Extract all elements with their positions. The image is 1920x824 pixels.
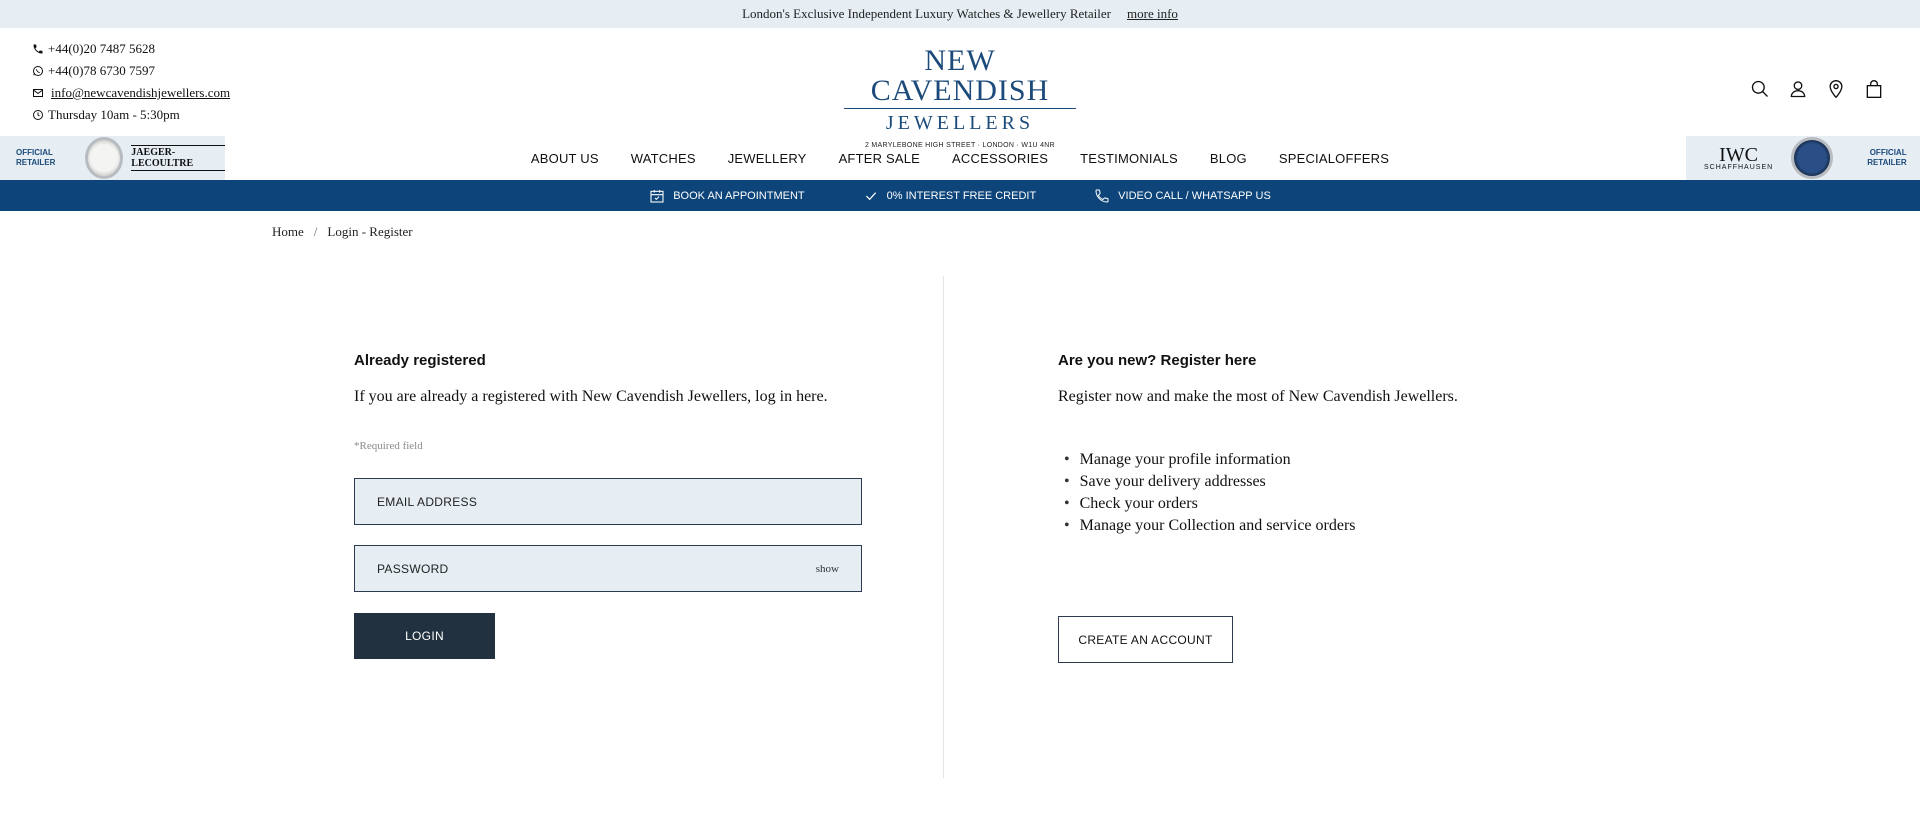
benefit-text: • Check your orders (1079, 495, 1198, 512)
list-item (1064, 493, 1356, 515)
site-logo[interactable] (840, 46, 1080, 149)
hours-row (32, 104, 230, 126)
book-appointment-label: BOOK AN APPOINTMENT (673, 189, 805, 202)
mail-icon (32, 87, 44, 99)
iwc-brand-sub: SCHAFFHAUSEN (1704, 163, 1774, 171)
register-title: Are you new? Register here (1058, 352, 1257, 369)
nav-jewellery[interactable]: JEWELLERY (727, 150, 807, 166)
register-benefits-list (1064, 449, 1356, 537)
video-call-label: VIDEO CALL / WHATSAPP US (1118, 189, 1271, 202)
interest-free-credit-link[interactable] (863, 188, 1037, 204)
phone-outline-icon (1094, 188, 1110, 204)
email-row (32, 82, 230, 104)
official-retailer-label-right (1867, 148, 1906, 168)
jlc-brand-logo: JAEGER-LECOULTRE (131, 145, 225, 171)
official-retailer-label (16, 148, 55, 168)
video-call-link[interactable] (1094, 188, 1271, 204)
service-bar (0, 180, 1920, 211)
whatsapp-number: +44(0)78 6730 7597 (48, 63, 155, 78)
benefit-text: • Save your delivery addresses (1079, 473, 1266, 490)
nav-about-us[interactable]: ABOUT US (530, 150, 599, 166)
phone-row[interactable] (32, 38, 230, 60)
check-icon (863, 188, 879, 204)
search-icon[interactable] (1750, 78, 1770, 100)
login-button[interactable]: LOGIN (354, 613, 495, 659)
login-description: If you are already a registered with New Cavendish Jewellers, log in here. (354, 388, 828, 405)
nav-after-sale[interactable]: AFTER SALE (838, 150, 921, 166)
phone-number: +44(0)20 7487 5628 (48, 41, 155, 56)
register-description: Register now and make the most of New Cavendish Jewellers. (1058, 388, 1458, 405)
official-text-right: OFFICIAL (1869, 148, 1907, 157)
jlc-watch-image (85, 137, 123, 179)
whatsapp-row[interactable] (32, 60, 230, 82)
calendar-icon (649, 188, 665, 204)
announcement-bar (0, 0, 1920, 28)
nav-accessories[interactable]: ACCESSORIES (952, 150, 1049, 166)
logo-line1: NEW CAVENDISH (870, 44, 1050, 107)
interest-free-credit-label: 0% INTEREST FREE CREDIT (886, 189, 1037, 202)
logo-line2: JEWELLERS (885, 112, 1035, 134)
breadcrumb-current: Login - Register (327, 224, 413, 239)
list-item (1064, 515, 1356, 537)
password-field[interactable] (354, 545, 862, 592)
nav-special-offers[interactable]: SPECIALOFFERS (1278, 150, 1390, 166)
book-appointment-link[interactable] (649, 188, 804, 204)
jlc-retailer-badge[interactable] (0, 136, 225, 180)
iwc-retailer-badge[interactable] (1686, 136, 1920, 180)
clock-icon (32, 109, 44, 121)
whatsapp-icon (32, 65, 44, 77)
contact-info (32, 38, 230, 126)
more-info-link[interactable]: more info (1127, 6, 1178, 21)
phone-icon (32, 43, 44, 55)
iwc-watch-image (1791, 137, 1833, 179)
email-field[interactable] (354, 478, 862, 525)
show-password-toggle[interactable]: show (815, 562, 839, 575)
retailer-text: RETAILER (16, 158, 56, 167)
nav-watches[interactable]: WATCHES (630, 150, 696, 166)
opening-hours: Thursday 10am - 5:30pm (48, 107, 180, 122)
login-title: Already registered (354, 352, 486, 369)
bag-icon[interactable] (1864, 78, 1884, 100)
password-input[interactable] (377, 562, 747, 576)
header-icons (1750, 78, 1884, 100)
account-icon[interactable] (1788, 78, 1808, 100)
nav-blog[interactable]: BLOG (1209, 150, 1247, 166)
email-link[interactable]: info@newcavendishjewellers.com (51, 85, 231, 100)
breadcrumb-separator: / (313, 224, 318, 239)
location-icon[interactable] (1826, 78, 1846, 100)
iwc-brand-logo (1704, 143, 1774, 171)
breadcrumb (272, 224, 413, 240)
official-text: OFFICIAL (16, 148, 53, 157)
logo-address: 2 MARYLEBONE HIGH STREET · LONDON · W1U 4NR (864, 142, 1055, 149)
iwc-brand: IWC (1719, 143, 1759, 166)
benefit-text: • Manage your profile information (1079, 451, 1291, 468)
retailer-text-right: RETAILER (1867, 158, 1907, 167)
column-divider (943, 276, 944, 778)
email-input[interactable] (377, 495, 747, 509)
announcement-text: London's Exclusive Independent Luxury Watches & Jewellery Retailer (742, 6, 1111, 21)
required-field-note: *Required field (354, 440, 423, 452)
breadcrumb-home[interactable]: Home (272, 224, 304, 239)
create-account-button[interactable]: CREATE AN ACCOUNT (1058, 616, 1233, 663)
list-item (1064, 449, 1356, 471)
logo-rule (844, 108, 1076, 109)
nav-testimonials[interactable]: TESTIMONIALS (1080, 150, 1178, 166)
benefit-text: • Manage your Collection and service orders (1079, 517, 1356, 534)
list-item (1064, 471, 1356, 493)
